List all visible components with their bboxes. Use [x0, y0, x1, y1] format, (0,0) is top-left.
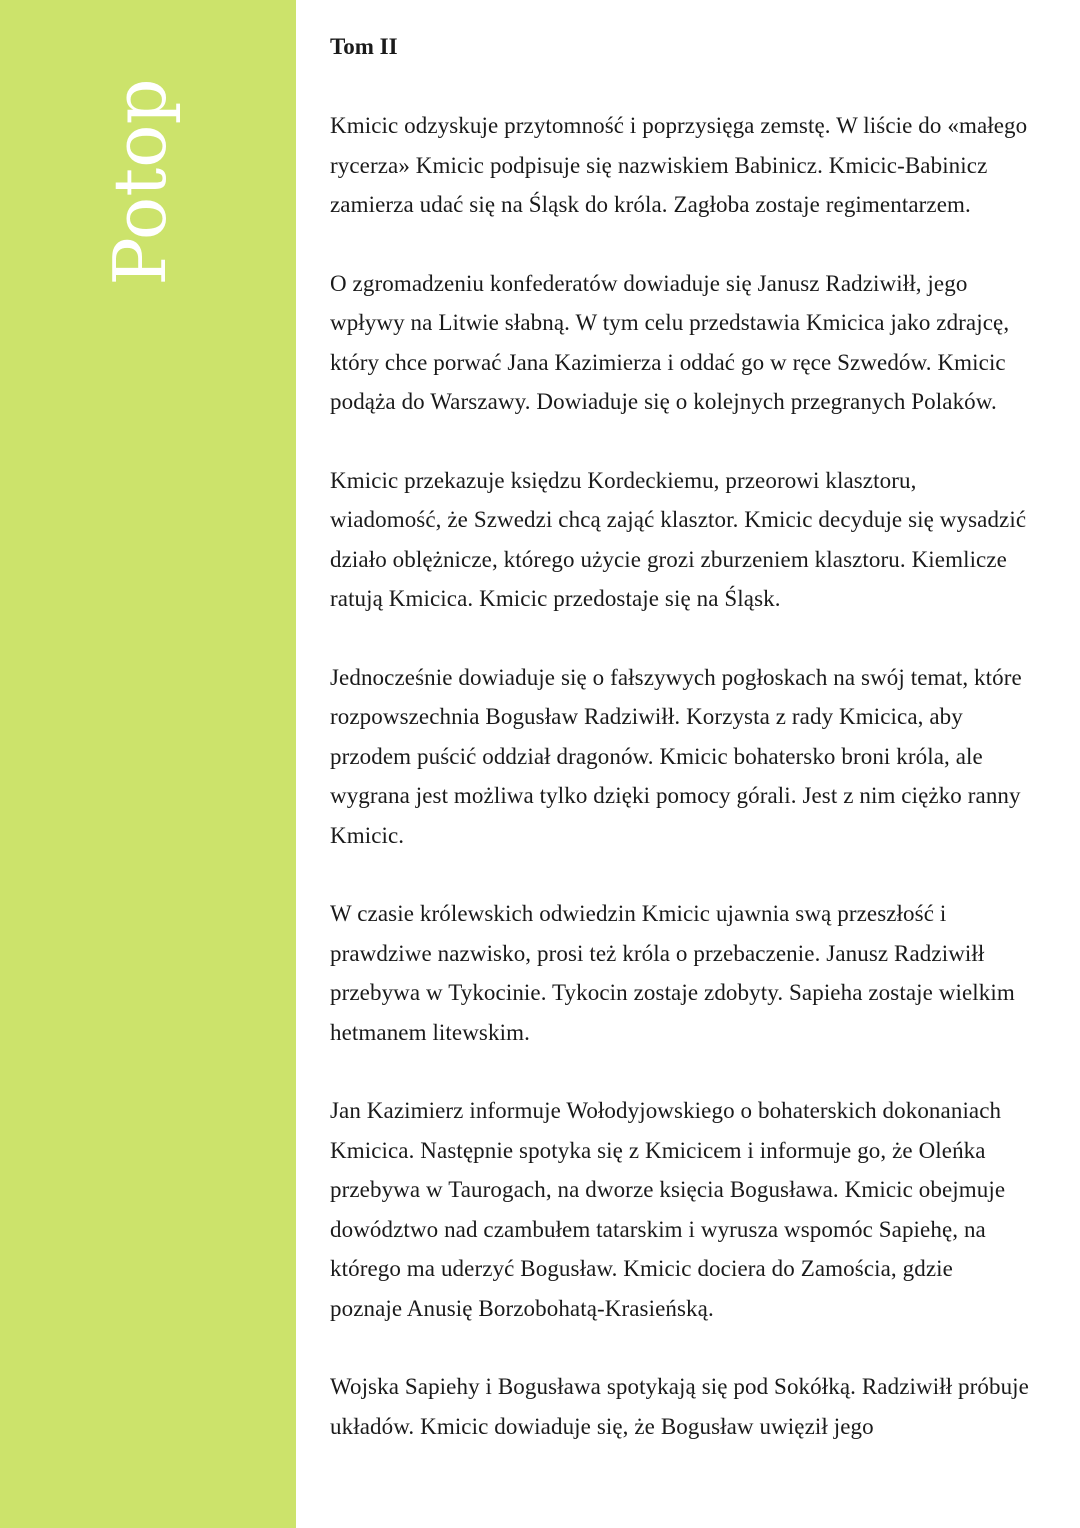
- paragraph-1: Kmicic odzyskuje przytomność i poprzysięga zemstę. W liście do «małego rycerza» Kmicic podpisuje się nazwiskiem Babinicz. Kmicic-Babinicz zamierza udać się na Śląsk do króla. Zagłoba zostaje regimentarzem.: [330, 113, 1028, 217]
- document-content: [330, 28, 1030, 1446]
- paragraph-5: W czasie królewskich odwiedzin Kmicic ujawnia swą przeszłość i prawdziwe nazwisko, prosi też króla o przebaczenie. Janusz Radziwiłł przebywa w Tykocinie. Tykocin zostaje zdobyty. Sapieha zostaje wielkim hetmanem litewskim.: [330, 901, 1015, 1045]
- paragraph-3: Kmicic przekazuje księdzu Kordeckiemu, przeorowi klasztoru, wiadomość, że Szwedzi chcą zająć klasztor. Kmicic decyduje się wysadzić działo oblężnicze, którego użycie grozi zburzeniem klasztoru. Kiemlicze ratują Kmicica. Kmicic przedostaje się na Śląsk.: [330, 467, 1027, 611]
- paragraph-4: Jednocześnie dowiaduje się o fałszywych pogłoskach na swój temat, które rozpowszechnia Bogusław Radziwiłł. Korzysta z rady Kmicica, aby przodem puścić oddział dragonów. Kmicic bohatersko broni króla, ale wygrana jest możliwa tylko dzięki pomocy górali. Jest z nim ciężko ranny Kmicic.: [330, 664, 1022, 848]
- paragraph-7: Wojska Sapiehy i Bogusława spotykają się pod Sokółką. Radziwiłł próbuje układów. Kmicic dowiaduje się, że Bogusław uwięził jego: [330, 1374, 1029, 1439]
- sidebar-title: Potop: [98, 78, 182, 286]
- sidebar-band: [0, 0, 296, 1528]
- paragraph-6: Jan Kazimierz informuje Wołodyjowskiego o bohaterskich dokonaniach Kmicica. Następnie spotyka się z Kmicicem i informuje go, że Oleńka przebywa w Taurogach, na dworze księcia Bogusława. Kmicic obejmuje dowództwo nad czambułem tatarskim i wyrusza wspomóc Sapiehę, na którego ma uderzyć Bogusław. Kmicic dociera do Zamościa, gdzie poznaje Anusię Borzobohatą-Krasieńską.: [330, 1098, 1006, 1321]
- paragraph-2: O zgromadzeniu konfederatów dowiaduje się Janusz Radziwiłł, jego wpływy na Litwie słabną. W tym celu przedstawia Kmicica jako zdrajcę, który chce porwać Jana Kazimierza i oddać go w ręce Szwedów. Kmicic podąża do Warszawy. Dowiaduje się o kolejnych przegranych Polaków.: [330, 270, 1010, 414]
- section-heading: Tom II: [330, 34, 398, 59]
